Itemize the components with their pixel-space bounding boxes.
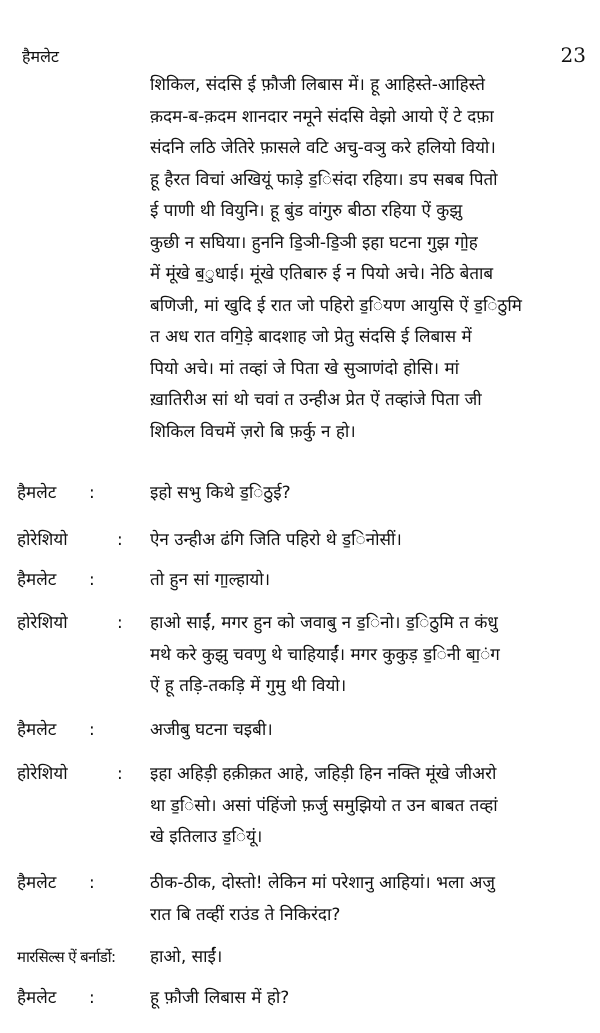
- speaker-colon: :: [89, 483, 95, 503]
- speaker-label: [17, 565, 142, 597]
- paragraph-line: पियो अचे। मां तव्हां जे पिता खे सुञाणंदो होसि। मां: [150, 358, 460, 379]
- speech-line: अजीबु घटना चइबी।: [150, 720, 273, 740]
- speaker-colon: :: [117, 764, 123, 784]
- speech-line: था ड॒िसो। असां पंहिंजो फ़र्जु समुझियो त उन बाबत तव्हां: [150, 795, 498, 816]
- paragraph-line: संदनि लठि जेतिरे फ़ासले वटि अचु-वञु करे हलियो वियो।: [150, 138, 496, 158]
- speaker-name: हैमलेट: [17, 873, 57, 893]
- speech-line: तो हुन सां गा॒ल्हायो।: [150, 570, 271, 590]
- running-title: हैमलेट: [22, 47, 59, 66]
- speech-text: [150, 478, 588, 510]
- speaker-colon: :: [89, 720, 95, 740]
- paragraph-line: कुछी न सघिया। हुननि डि॒ञी-डि॒ञी इहा घटना गुझ गो॒ह: [150, 232, 478, 253]
- speaker-label: [17, 608, 142, 640]
- speech-line: ऐन उन्हीअ ढंगि जिति पहिरो थे ड॒िनोसीं।: [150, 530, 402, 550]
- speaker-name: हैमलेट: [17, 483, 57, 503]
- speech-line: इहा अहिड़ी हक़ीक़त आहे, जहिड़ी हिन नक्ति मूंखे जीअरो: [150, 764, 497, 784]
- paragraph-line: क़दम-ब-क़दम शानदार नमूने संदसि वेझो आयो ऐं टे दफ़ा: [150, 106, 494, 127]
- speaker-name: मारसिल्स ऐं बर्नार्डो:: [17, 948, 116, 966]
- speaker-label: [17, 478, 142, 510]
- speaker-name: हैमलेट: [17, 570, 57, 590]
- paragraph-line: बणिजी, मां खुदि ई रात जो पहिरो ड॒ियण आयुसि ऐं ड॒िठुमि: [150, 295, 522, 316]
- speech-text: [150, 565, 588, 597]
- speaker-label: [17, 868, 142, 900]
- page-number: 23: [560, 43, 586, 67]
- speaker-label: [17, 983, 142, 1015]
- speaker-label: [17, 715, 142, 747]
- paragraph-line: शिकिल, संदसि ई फ़ौजी लिबास में। हू आहिस्ते-आहिस्ते: [150, 75, 485, 95]
- speaker-colon: :: [89, 570, 95, 590]
- speaker-label: [17, 759, 142, 791]
- speaker-colon: :: [89, 988, 95, 1008]
- speaker-colon: :: [117, 530, 123, 550]
- paragraph-line: शिकिल विचमें ज़रो बि फ़र्कु न हो।: [150, 421, 356, 442]
- speech-text: [150, 715, 588, 747]
- speaker-label: [17, 942, 142, 974]
- speaker-colon: :: [117, 613, 123, 633]
- speaker-name: हैमलेट: [17, 988, 57, 1008]
- speaker-name: होरेशियो: [17, 613, 68, 633]
- speech-text: [150, 983, 588, 1015]
- paragraph-line: ख़ातिरीअ सां थो चवां त उन्हीअ प्रेत ऐं तव्हांजे पिता जी: [150, 390, 482, 410]
- speaker-name: होरेशियो: [17, 764, 68, 784]
- paragraph-line: हू हैरत विचां अखियूं फाड़े ड॒िसंदा रहिया। डप सबब पितो: [150, 169, 498, 190]
- speech-line: ठीक-ठीक, दोस्तो! लेकिन मां परेशानु आहियां। भला अजु: [150, 873, 495, 893]
- speech-line: हाओ, साईं।: [150, 947, 223, 967]
- speech-line: ऐं हू तड़ि-तकड़ि में गुमु थी वियो।: [150, 676, 347, 696]
- speaker-name: हैमलेट: [17, 720, 57, 740]
- paragraph-line: त अध रात वगि॒ड़े बादशाह जो प्रेतु संदसि ई लिबास में: [150, 327, 472, 347]
- speech-line: रात बि तव्हीं राउंड ते निकिरंदा?: [150, 904, 341, 925]
- speech-line: इहो सभु किथे ड॒िठुई?: [150, 483, 291, 503]
- speech-line: मथे करे कुझु चवणु थे चाहियाईं। मगर कुकुड़ ड॒िनी बा॒ंग: [150, 644, 500, 665]
- speaker-label: [17, 525, 142, 557]
- speech-line: खे इतिलाउ ड॒ियूं।: [150, 827, 263, 847]
- speech-line: हाओ साईं, मगर हुन को जवाबु न ड॒िनो। ड॒िठुमि त कंधु: [150, 613, 498, 633]
- speaker-colon: :: [89, 873, 95, 893]
- speech-text: [150, 608, 588, 703]
- opening-paragraph: [150, 70, 588, 448]
- paragraph-line: ई पाणी थी वियुनि। हू बुंड वांगुरु बीठा रहिया ऐं कुझु: [150, 201, 463, 221]
- speech-text: [150, 868, 588, 931]
- paragraph-line: में मूंखे ब॒ुधाई। मूंखे एतिबारु ई न पियो अचे। नेठि बेताब: [150, 264, 494, 284]
- speech-text: [150, 525, 588, 557]
- speech-text: [150, 759, 588, 854]
- speech-text: [150, 942, 588, 974]
- speech-line: हू फ़ौजी लिबास में हो?: [150, 988, 290, 1008]
- speaker-name: होरेशियो: [17, 530, 68, 550]
